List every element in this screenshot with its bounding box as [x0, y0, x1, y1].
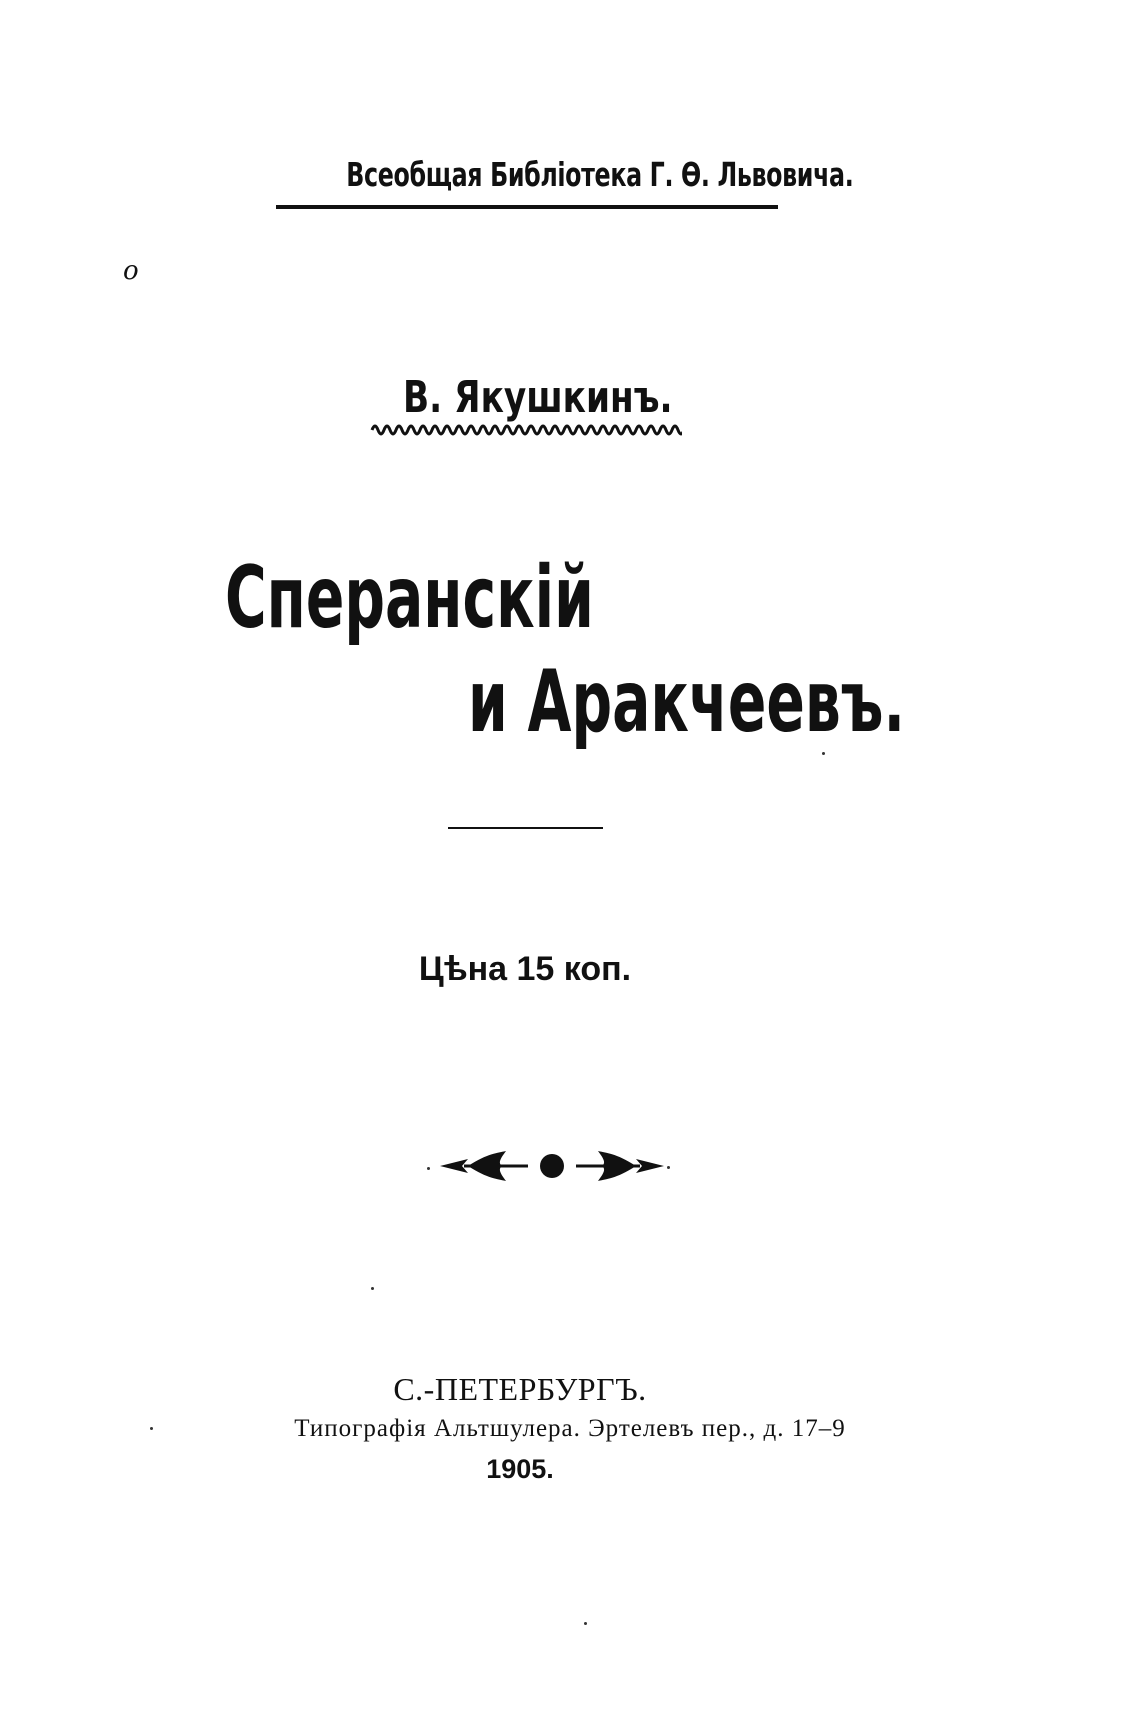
print-speck	[822, 752, 825, 755]
divider-rule	[448, 827, 603, 829]
imprint-press: Типографія Альтшулера. Эртелевъ пер., д. 17–9	[294, 1415, 846, 1442]
print-speck	[584, 1622, 587, 1625]
print-speck	[667, 1166, 670, 1169]
author-name: В. Якушкинъ.	[403, 372, 673, 423]
imprint-year: 1905.	[486, 1454, 554, 1484]
print-speck	[427, 1167, 430, 1170]
author-wavy-underline	[370, 418, 682, 442]
price-label: Цѣна 15 коп.	[418, 950, 632, 988]
series-title: Всеобщая Библіотека Г. Ө. Львовича.	[346, 155, 854, 194]
print-speck	[150, 1427, 153, 1430]
stray-mark: о	[123, 256, 139, 286]
series-underline	[276, 205, 778, 209]
imprint-city: С.-ПЕТЕРБУРГЪ.	[393, 1371, 647, 1407]
book-title-line-1: Сперанскій	[225, 548, 594, 648]
fleuron-ornament-icon	[428, 1143, 676, 1189]
series-header	[276, 152, 854, 198]
print-speck	[371, 1287, 374, 1290]
book-title-line-2: и Аракчеевъ.	[468, 652, 906, 752]
